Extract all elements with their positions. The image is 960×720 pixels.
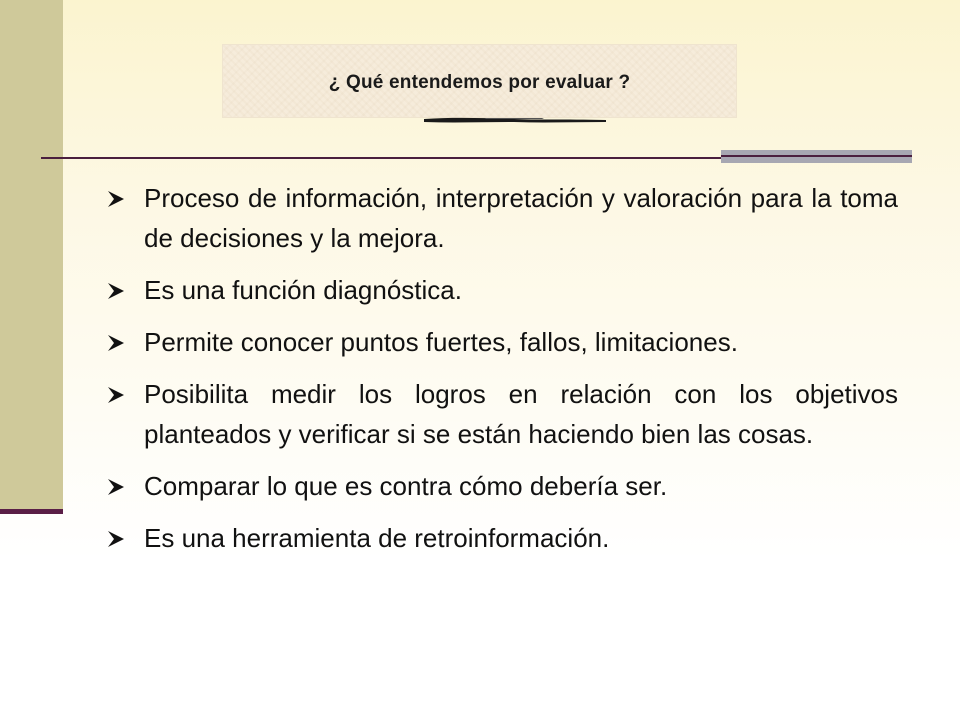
- title-brush-underline: [424, 116, 606, 124]
- arrow-bullet-icon: [106, 530, 128, 548]
- arrow-bullet-icon: [106, 190, 128, 208]
- bullet-text: Comparar lo que es contra cómo debería ser.: [144, 471, 668, 501]
- list-item: [106, 270, 898, 310]
- list-item: [106, 466, 898, 506]
- bullet-text: Proceso de información, interpretación y valoración para la toma de decisiones y la mejora.: [144, 183, 898, 253]
- bullet-text: Permite conocer puntos fuertes, fallos, limitaciones.: [144, 327, 738, 357]
- list-item: [106, 322, 898, 362]
- arrow-bullet-icon: [106, 386, 128, 404]
- list-item: [106, 518, 898, 558]
- list-item: [106, 374, 898, 454]
- arrow-bullet-icon: [106, 478, 128, 496]
- slide-title: ¿ Qué entendemos por evaluar ?: [328, 71, 631, 93]
- bullet-text: Es una herramienta de retroinformación.: [144, 523, 610, 553]
- arrow-bullet-icon: [106, 282, 128, 300]
- bullet-list: [106, 178, 898, 570]
- header-divider-accent: [721, 150, 912, 163]
- left-accent-bar: [0, 0, 63, 512]
- arrow-bullet-icon: [106, 334, 128, 352]
- left-bar-cap: [0, 509, 63, 514]
- title-box: [222, 44, 737, 118]
- bullet-text: Posibilita medir los logros en relación con los objetivos planteados y verificar si se están haciendo bien las cosas.: [144, 379, 898, 449]
- list-item: [106, 178, 898, 258]
- bullet-text: Es una función diagnóstica.: [144, 275, 462, 305]
